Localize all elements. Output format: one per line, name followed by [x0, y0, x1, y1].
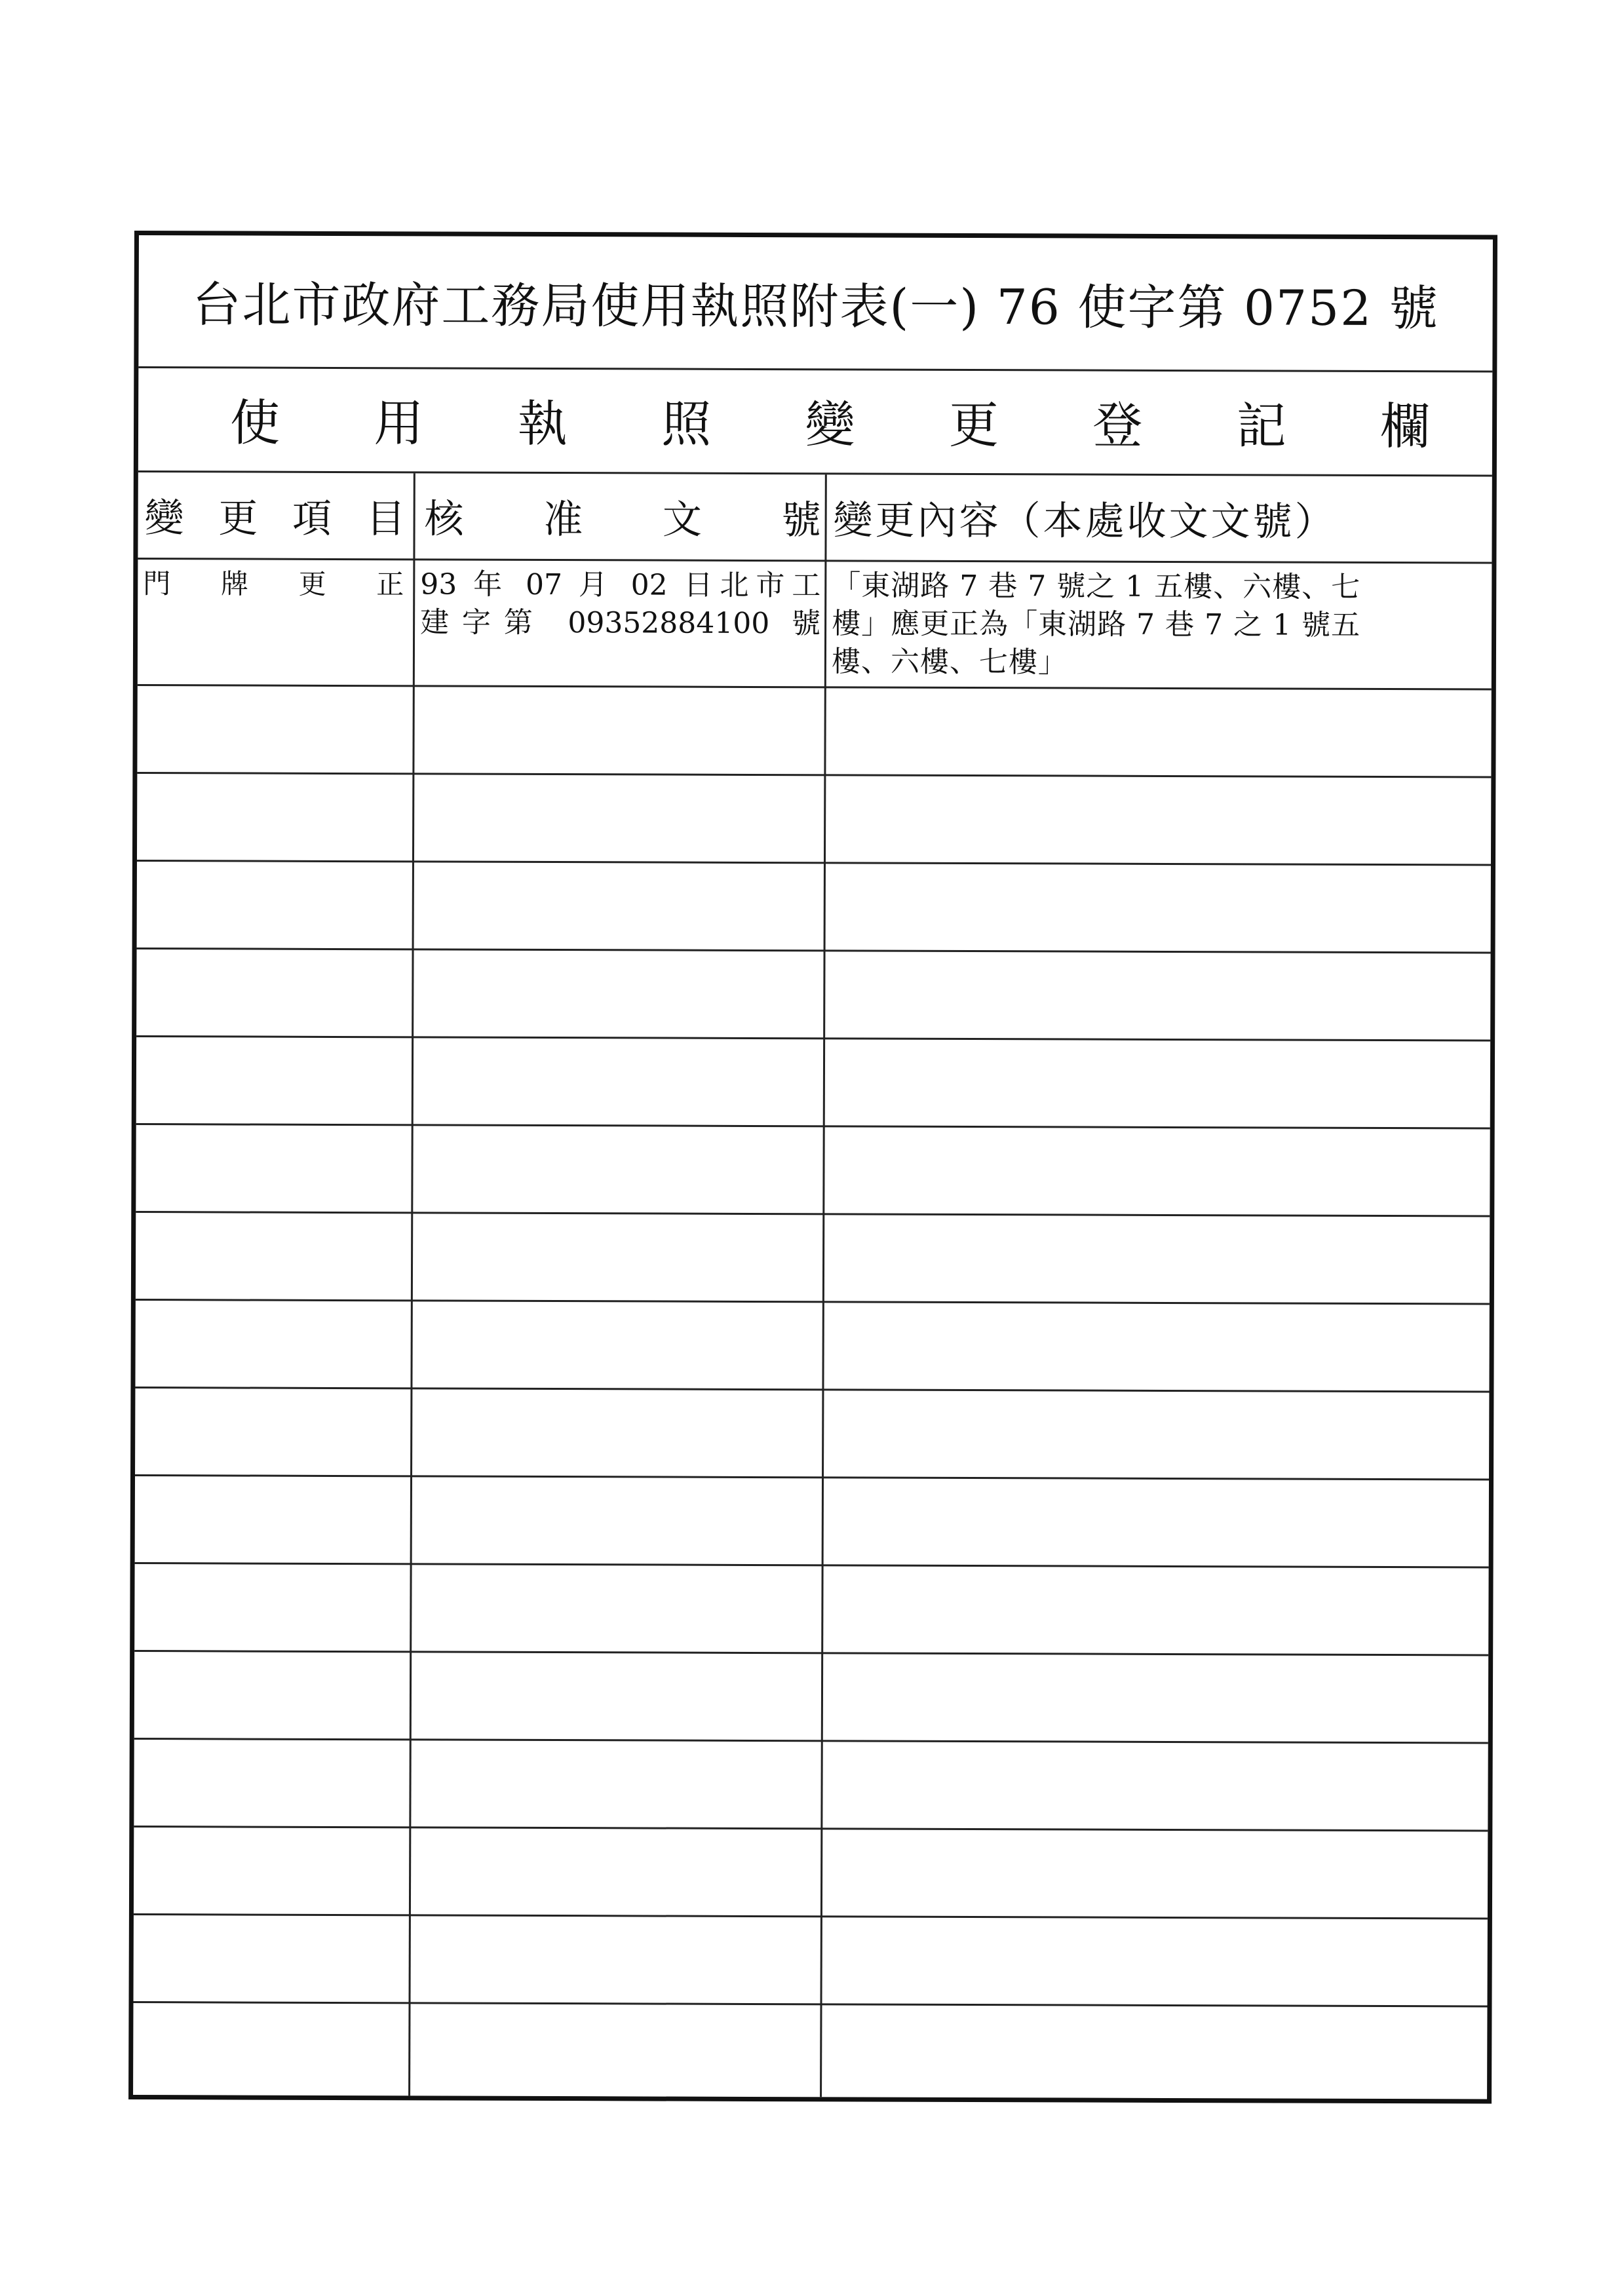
subtitle-char: 更: [948, 395, 999, 455]
content-line: 樓、六樓、七樓」: [831, 645, 1068, 679]
form-title: 台北市政府工務局使用執照附表(一) 76 使字第 0752 號: [138, 235, 1493, 372]
row-divider: [134, 1913, 1488, 1919]
row-divider: [136, 1035, 1490, 1041]
header-char: 文: [662, 497, 703, 543]
subtitle-char: 用: [374, 394, 424, 453]
subtitle-char: 記: [1236, 396, 1286, 455]
column-divider: [820, 474, 827, 2097]
column-divider: [408, 473, 415, 2095]
approval-line: 93 年 07 月 02 日北市工: [420, 567, 821, 603]
subtitle-char: 照: [661, 394, 712, 453]
row-divider: [134, 2001, 1488, 2007]
subtitle-char: 使: [229, 393, 280, 452]
item-char: 牌: [220, 567, 249, 600]
row-divider: [135, 1387, 1489, 1392]
row-divider: [137, 860, 1491, 866]
row-divider: [134, 1738, 1488, 1744]
header-approval-number: [415, 473, 824, 560]
header-char: 項: [292, 495, 332, 542]
header-char: 目: [366, 496, 406, 543]
subtitle-char: 變: [805, 395, 855, 454]
header-char: 更: [218, 495, 258, 542]
row-divider: [135, 1562, 1489, 1568]
row-divider: [135, 1474, 1489, 1480]
approval-line: 建字第 09352884100 號: [420, 605, 821, 641]
header-char: 變: [144, 495, 184, 542]
row-divider: [136, 1123, 1490, 1129]
item-char: 更: [298, 567, 326, 600]
change-register-table: [133, 472, 1492, 2099]
row-divider: [137, 772, 1491, 778]
row-divider: [134, 1650, 1488, 1656]
license-change-form: [128, 231, 1497, 2104]
item-char: 門: [143, 567, 171, 600]
row-divider: [137, 947, 1491, 953]
content-line: 「東湖路 7 巷 7 號之 1 五樓、六樓、七: [832, 569, 1361, 604]
row-divider: [136, 1299, 1490, 1305]
row-divider: [136, 1211, 1490, 1217]
header-char: 准: [543, 496, 583, 543]
table-row-1-item: [138, 560, 414, 685]
row-divider: [134, 1826, 1488, 1831]
header-change-item: [138, 472, 413, 558]
table-row-1-content: [826, 562, 1497, 688]
header-change-content: 變更內容（本處收文文號）: [833, 497, 1337, 545]
item-char: 正: [376, 568, 404, 601]
table-row-1-approval: [415, 560, 825, 686]
subtitle-char: 執: [517, 394, 568, 453]
header-char: 號: [781, 497, 821, 544]
content-line: 樓」應更正為「東湖路 7 巷 7 之 1 號五: [832, 607, 1361, 642]
subtitle-char: 登: [1092, 396, 1143, 455]
form-subtitle: [138, 366, 1492, 476]
subtitle-char: 欄: [1379, 396, 1431, 456]
header-char: 核: [424, 496, 464, 543]
